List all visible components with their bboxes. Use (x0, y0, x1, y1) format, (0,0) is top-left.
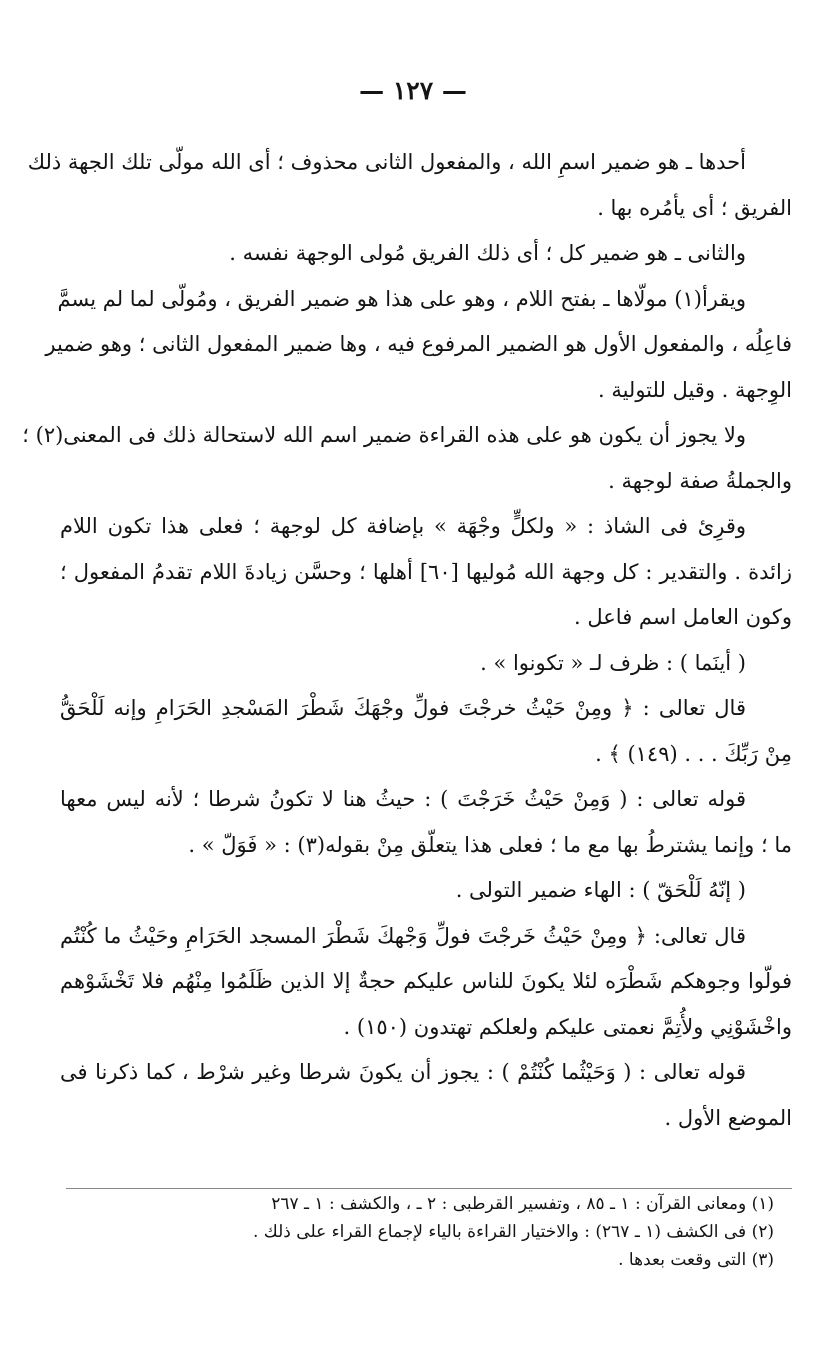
text-line: أحدها ـ هو ضمير اسمِ الله ، والمفعول الثانى محذوف ؛ أى الله مولّى تلك الجهة ذلك (27, 150, 746, 174)
text-line: ( أينَما ) : ظرف لـ « تكونوا » . (480, 650, 746, 675)
text-line: والثانى ـ هو ضمير كل ؛ أى ذلك الفريق مُولى الوجهة نفسه . (229, 241, 746, 265)
text-line: قال تعالى : ﴿ ومِنْ حَيْثُ خرجْتَ فولِّ وجْهَكَ شَطْرَ المَسْجدِ الحَرَامِ وإنه لَلْحَقُّ (60, 696, 746, 720)
text-line: مِنْ رَبِّكَ . . . (١٤٩) ﴾ . (595, 741, 792, 766)
text-line: الفريق ؛ أى يأمُره بها . (597, 195, 792, 220)
footnotes (120, 1190, 774, 1274)
text-line: قوله تعالى : ( وَحَيْثُما كُنْتُمْ ) : يجوز أن يكونَ شرطا وغير شرْط ، كما ذكرنا فى (60, 1060, 746, 1084)
main-text (22, 140, 792, 1141)
footnote: (٣) التى وقعت بعدها . (618, 1250, 774, 1270)
text-line: وكون العامل اسم فاعل . (574, 605, 792, 629)
footnote-divider (66, 1188, 792, 1189)
text-line: ما ؛ وإنما يشترطُ بها مع ما ؛ فعلى هذا يتعلّق مِنْ بقوله(٣) : « فَوَلّ » . (188, 832, 792, 857)
text-line: الموضع الأول . (664, 1105, 792, 1130)
footnote: (٢) فى الكشف (١ ـ ٢٦٧) : والاختيار القراءة بالياء لإجماع القراء على ذلك . (252, 1222, 774, 1242)
text-line: والجملةُ صفة لوجهة . (608, 468, 792, 493)
text-line: فولّوا وجوهكم شَطْرَه لئلا يكونَ للناس عليكم حجةٌ إلا الذين ظَلَمُوا مِنْهُم فلا تَخْشَوْهم (60, 969, 792, 993)
text-line: وقرِئ فى الشاذ : « ولكلٍّ وجْهَة » بإضافة كل لوجهة ؛ فعلى هذا تكون اللام (60, 514, 746, 538)
text-line: ولا يجوز أن يكون هو على هذه القراءة ضمير اسم الله لاستحالة ذلك فى المعنى(٢) ؛ (22, 423, 746, 447)
text-line: فاعِلُه ، والمفعول الأول هو الضمير المرفوع فيه ، وها ضمير المفعول الثانى ؛ وهو ضمير (45, 332, 792, 356)
text-line: واخْشَوْنِي ولأُتِمَّ نعمتى عليكم ولعلكم تهتدون (١٥٠) . (343, 1014, 792, 1039)
text-line: قال تعالى: ﴿ ومِنْ حَيْثُ خَرجْتَ فولِّ وَجْهكَ شَطْرَ المسجد الحَرَامِ وحَيْثُ ما كُنْتُم (60, 923, 746, 948)
text-line: ( إنّهُ لَلْحَقّ ) : الهاء ضمير التولى . (455, 878, 746, 902)
text-line: قوله تعالى : ( وَمِنْ حَيْثُ خَرَجْتَ ) : حيثُ هنا لا تكونُ شرطا ؛ لأنه ليس معها (60, 787, 746, 811)
footnote: (١) ومعانى القرآن : ١ ـ ٨٥ ، وتفسير القرطبى : ٢ ـ ، والكشف : ١ ـ ٢٦٧ (271, 1194, 774, 1214)
page-number: — ١٢٧ — (359, 76, 467, 105)
text-line: زائدة . والتقدير : كل وجهة الله مُوليها [٦٠] أهلها ؛ وحسَّن زيادةَ اللام تقدمُ المفعول ؛ (60, 559, 792, 584)
text-line: ويقرأ(١) مولّاها ـ بفتح اللام ، وهو على هذا هو ضمير الفريق ، ومُولّى لما لم يسمَّ (57, 286, 746, 311)
text-line: الوِجهة . وقيل للتولية . (597, 377, 792, 402)
